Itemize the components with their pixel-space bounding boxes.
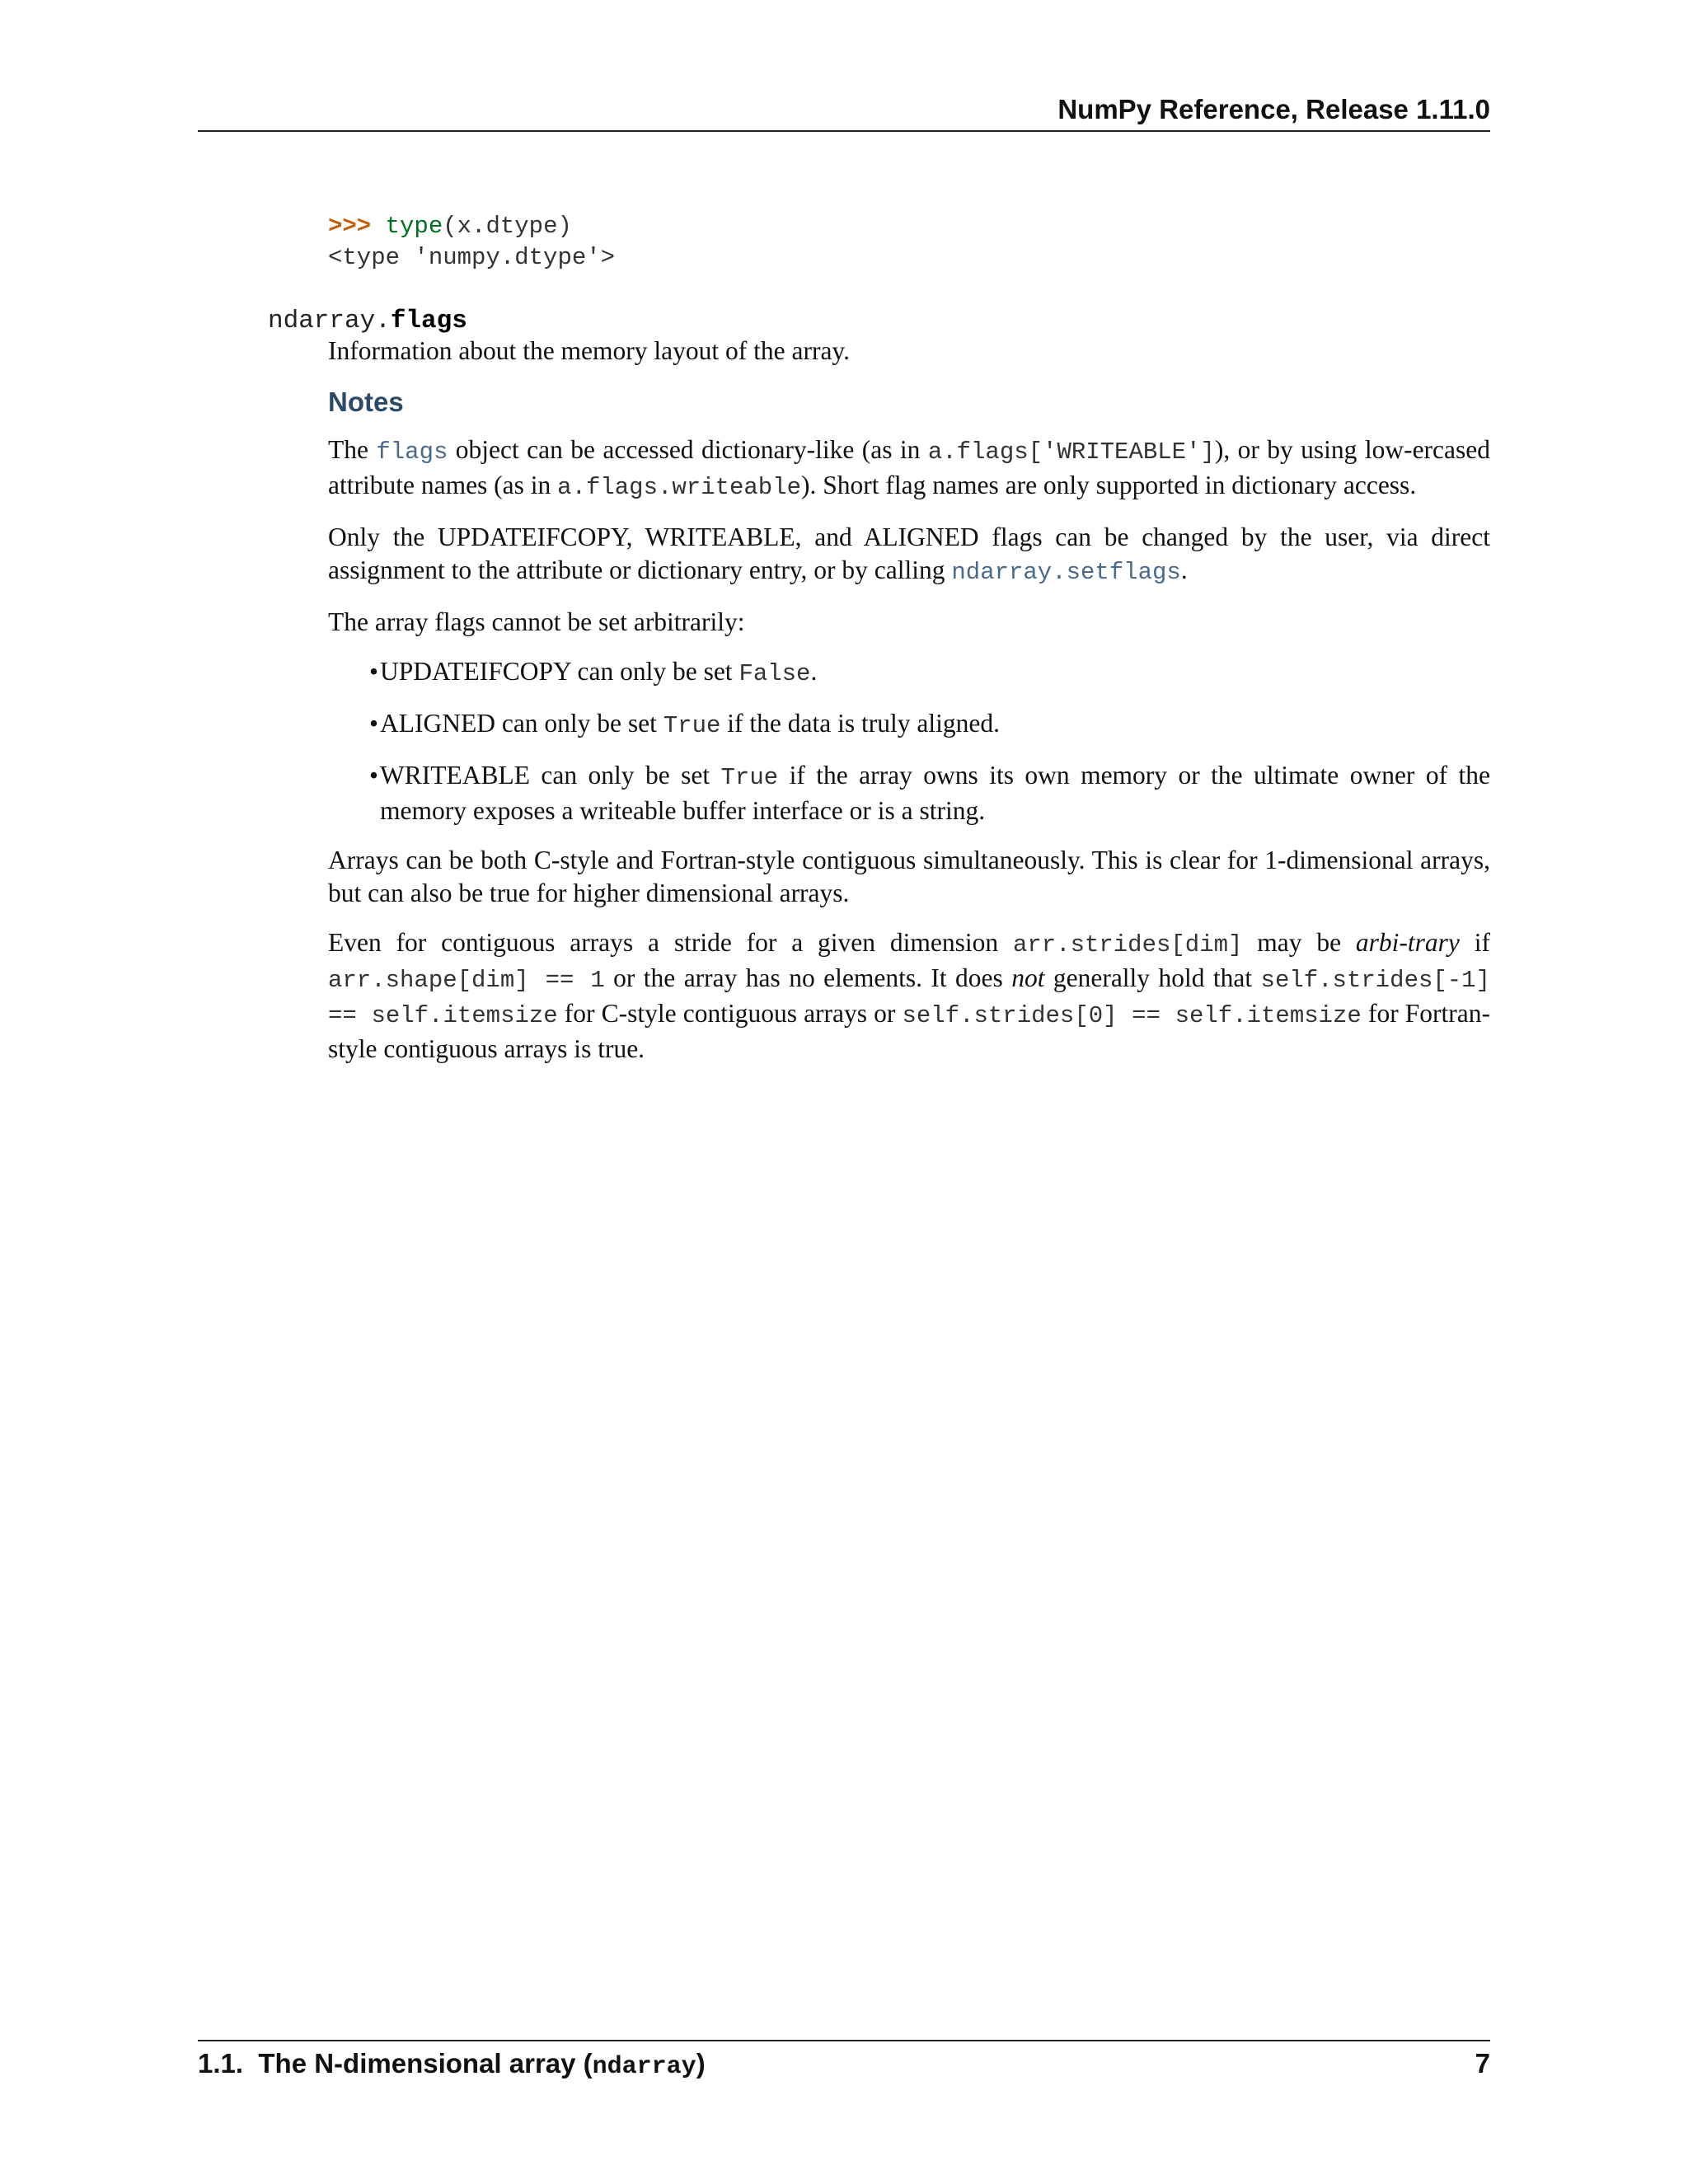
setflags-link[interactable]: ndarray.setflags <box>951 559 1181 586</box>
text: The <box>328 435 377 464</box>
notes-paragraph-1 <box>328 434 1490 504</box>
section-code: ndarray <box>592 2053 696 2081</box>
bullet-item <box>328 707 1490 743</box>
text: for Fortran-style contiguous arrays is true. <box>328 999 1491 1063</box>
page-number: 7 <box>1475 2048 1490 2079</box>
section-number: 1.1. <box>198 2048 244 2079</box>
text: Even for contiguous arrays a stride for a given dimension <box>328 928 1013 957</box>
inline-code: a.flags['WRITEABLE'] <box>927 438 1215 466</box>
emphasis: arbi-trary <box>1355 928 1460 957</box>
text: if <box>1459 928 1490 957</box>
code-prompt: >>> <box>328 213 372 240</box>
text: for C-style contiguous arrays or <box>557 999 903 1028</box>
inline-code: self.strides[0] == self.itemsize <box>902 1002 1362 1029</box>
bullet-marker: • <box>369 761 379 790</box>
signature-prefix: ndarray. <box>268 307 391 335</box>
code-output: <type 'numpy.dtype'> <box>328 244 616 271</box>
text: object can be accessed dictionary-like (as in <box>448 435 928 464</box>
code-builtin: type <box>385 213 443 240</box>
inline-code: False <box>738 660 811 687</box>
flags-link[interactable]: flags <box>376 438 448 466</box>
notes-paragraph-4: Arrays can be both C-style and Fortran-style contiguous simultaneously. This is clear for 1-dimensional arrays, but can also be true for higher dimensional arrays. <box>328 846 1490 907</box>
inline-code: True <box>663 712 721 739</box>
inline-code: a.flags.writeable <box>557 474 802 501</box>
bullet-item <box>328 759 1490 827</box>
code-example <box>328 211 615 274</box>
running-header: NumPy Reference, Release 1.11.0 <box>1057 94 1490 124</box>
notes-paragraph-2 <box>328 521 1490 589</box>
bullet-marker: • <box>369 657 379 686</box>
bullet-marker: • <box>369 709 379 738</box>
text: if the data is truly aligned. <box>720 709 1000 738</box>
text: ALIGNED can only be set <box>380 709 663 738</box>
inline-code: arr.shape[dim] == 1 <box>328 967 605 994</box>
text: Only the UPDATEIFCOPY, WRITEABLE, and ALIGNED flags can be changed by the user, via direct assignment to the attribute or dictionary entry, or by calling <box>328 523 1490 584</box>
code-call: (x.dtype) <box>443 213 572 240</box>
header-rule <box>198 130 1490 132</box>
attribute-body <box>328 335 1490 1066</box>
text: ). Short flag names are only supported in dictionary access. <box>801 471 1417 499</box>
notes-heading: Notes <box>328 387 404 417</box>
text: . <box>810 657 818 686</box>
text: if the array owns its own memory or the ultimate owner of the memory exposes a writeable buffer interface or is a string. <box>380 761 1490 825</box>
notes-paragraph-3: The array flags cannot be set arbitrarily: <box>328 607 745 636</box>
bullet-item <box>328 655 1490 691</box>
signature-name: flags <box>390 307 467 335</box>
text: UPDATEIFCOPY can only be set <box>380 657 739 686</box>
text: WRITEABLE can only be set <box>380 761 721 790</box>
attribute-signature <box>268 305 467 338</box>
footer-section-title <box>198 2046 706 2085</box>
inline-code: True <box>720 764 779 791</box>
text: or the array has no elements. It does <box>604 963 1012 992</box>
inline-code: self.strides[-1] == self.itemsize <box>328 967 1490 1029</box>
footer-rule <box>198 2040 1490 2041</box>
text: may be <box>1242 928 1356 957</box>
running-footer <box>198 2046 1490 2082</box>
attribute-description: Information about the memory layout of the array. <box>328 336 850 365</box>
text: generally hold that <box>1044 963 1261 992</box>
notes-paragraph-5 <box>328 926 1490 1066</box>
section-title: The N-dimensional array ( <box>258 2048 593 2079</box>
emphasis: not <box>1011 963 1045 992</box>
inline-code: arr.strides[dim] <box>1012 931 1243 958</box>
text: ), or by using low-ercased attribute names (as in <box>328 435 1490 499</box>
text: . <box>1180 555 1188 584</box>
section-close: ) <box>696 2048 706 2079</box>
